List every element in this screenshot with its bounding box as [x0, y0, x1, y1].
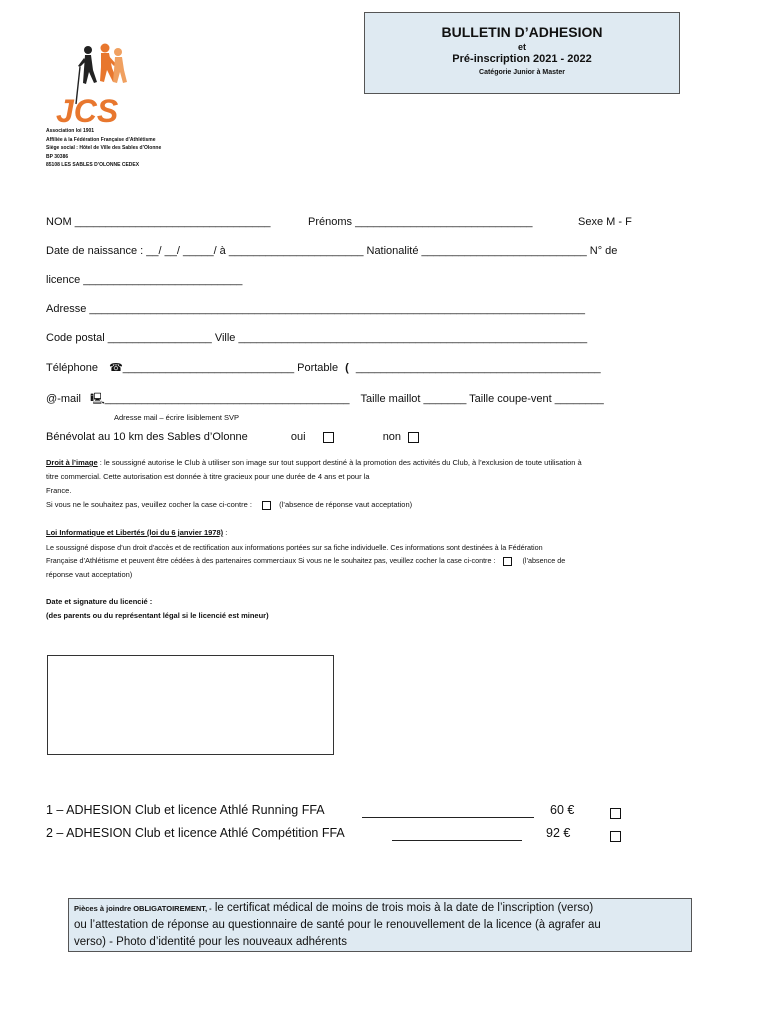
- option-2-label: 2 – ADHESION Club et licence Athlé Compétition FFA: [46, 826, 345, 840]
- title-box: [364, 12, 680, 94]
- loi-info-note: (l’absence de: [522, 556, 566, 565]
- droit-image-line4: [46, 500, 412, 510]
- option-2-checkbox[interactable]: [610, 828, 621, 846]
- runners-logo-icon: [50, 42, 140, 126]
- association-line: BP 30386: [46, 153, 69, 160]
- pieces-line3: verso) - Photo d’identité pour les nouveaux adhérents: [74, 936, 347, 948]
- taille-field[interactable]: Taille maillot _______ Taille coupe-vent ________: [360, 393, 604, 405]
- pieces-bold: Pièces à joindre OBLIGATOIREMENT, -: [74, 904, 212, 913]
- signature-note: (des parents ou du représentant légal si le licencié est mineur): [46, 611, 269, 620]
- loi-info-line2: [46, 556, 565, 566]
- computer-icon: 🖳: [90, 393, 105, 405]
- option-2-line[interactable]: [392, 840, 522, 841]
- club-logo: [50, 42, 140, 126]
- pieces-text1: le certificat médical de moins de trois mois à la date de l’inscription (verso): [211, 902, 594, 914]
- loi-info-title: Loi Informatique et Libertés (loi du 6 janvier 1978): [46, 528, 224, 537]
- droit-image-optout: Si vous ne le souhaitez pas, veuillez cocher la case ci-contre :: [46, 500, 252, 509]
- association-line: Affiliée à la Fédération Française d’Athlétisme: [46, 136, 156, 143]
- droit-image-checkbox[interactable]: [262, 501, 271, 510]
- loi-info-line3: réponse vaut acceptation): [46, 570, 133, 579]
- email-label: @-mail: [46, 393, 81, 405]
- droit-image-note: (l’absence de réponse vaut acceptation): [279, 500, 413, 509]
- naissance-field[interactable]: Date de naissance : __/ __/ _____/ à ______________________ Nationalité ___________________________ N° de: [46, 245, 618, 257]
- telephone-label: Téléphone: [46, 362, 98, 374]
- portable-icon: (: [345, 362, 349, 374]
- licence-field[interactable]: licence __________________________: [46, 274, 243, 286]
- telephone-row: [46, 361, 601, 374]
- association-line: 85108 LES SABLES D’OLONNE CEDEX: [46, 162, 140, 169]
- droit-image-title: Droit à l’image: [46, 458, 98, 467]
- benevolat-row: [46, 431, 419, 443]
- email-row: [46, 390, 604, 409]
- email-note: Adresse mail – écrire lisiblement SVP: [114, 413, 240, 422]
- loi-info-heading: [46, 528, 227, 537]
- signature-box[interactable]: [47, 655, 334, 755]
- phone-icon: ☎: [109, 362, 123, 374]
- droit-image-line2: titre commercial. Cette autorisation est donnée à titre gracieux pour une durée de 4 ans et pour la: [46, 472, 370, 481]
- association-line: Association loi 1901: [46, 128, 95, 134]
- category-label: Catégorie Junior à Master: [479, 69, 565, 76]
- document-subtitle: Pré-inscription 2021 - 2022: [452, 53, 592, 65]
- email-field[interactable]: ________________________________________: [104, 393, 350, 405]
- option-1-label: 1 – ADHESION Club et licence Athlé Running FFA: [46, 803, 325, 817]
- association-info: [46, 127, 161, 170]
- association-line: Siège social : Hôtel de Ville des Sables d’Olonne: [46, 145, 162, 152]
- loi-info-text: Française d’Athlétisme et peuvent être cédées à des partenaires commerciaux Si vous ne le souhaitez pas, veuillez cocher la case ci-contre :: [46, 556, 496, 565]
- document-title: BULLETIN D’ADHESION: [441, 24, 603, 40]
- code-postal-field[interactable]: Code postal _________________ Ville _________________________________________________________: [46, 332, 588, 344]
- pieces-line2: ou l’attestation de réponse au questionnaire de santé pour le renouvellement de la licence (à agrafer au: [74, 919, 601, 931]
- portable-field[interactable]: ________________________________________: [355, 362, 601, 374]
- signature-label: Date et signature du licencié :: [46, 597, 153, 606]
- non-label: non: [382, 431, 402, 443]
- nom-field[interactable]: NOM ________________________________: [46, 216, 271, 228]
- oui-label: oui: [290, 431, 306, 443]
- logo-text: JCS: [56, 93, 119, 126]
- prenoms-field[interactable]: Prénoms _____________________________: [308, 216, 533, 228]
- droit-image-line1: [46, 458, 582, 467]
- pieces-line1: [74, 900, 686, 917]
- pieces-box: [68, 898, 692, 952]
- loi-info-checkbox[interactable]: [503, 557, 512, 566]
- droit-image-text: : le soussigné autorise le Club à utiliser son image sur tout support destiné à la promotion des activités du Club, à l’exclusion de toute utilisation à: [97, 458, 582, 467]
- telephone-field[interactable]: ____________________________ Portable: [122, 362, 339, 374]
- non-checkbox[interactable]: [408, 432, 419, 443]
- title-et: et: [517, 42, 526, 52]
- option-1-price: 60 €: [550, 803, 575, 817]
- droit-image-line3: France.: [46, 486, 72, 495]
- adresse-field[interactable]: Adresse _________________________________________________________________________________: [46, 303, 585, 315]
- option-1-line[interactable]: [362, 817, 534, 818]
- loi-info-colon: :: [223, 528, 228, 537]
- loi-info-line1: Le soussigné dispose d’un droit d’accès et de rectification aux informations portées sur sa fiche individuelle. Ces informations sont destinées à la Fédération: [46, 543, 543, 552]
- benevolat-label: Bénévolat au 10 km des Sables d’Olonne: [46, 431, 248, 443]
- option-2-price: 92 €: [546, 826, 571, 840]
- oui-checkbox[interactable]: [323, 432, 334, 443]
- sexe-field[interactable]: Sexe M - F: [578, 216, 632, 228]
- option-1-checkbox[interactable]: [610, 805, 621, 823]
